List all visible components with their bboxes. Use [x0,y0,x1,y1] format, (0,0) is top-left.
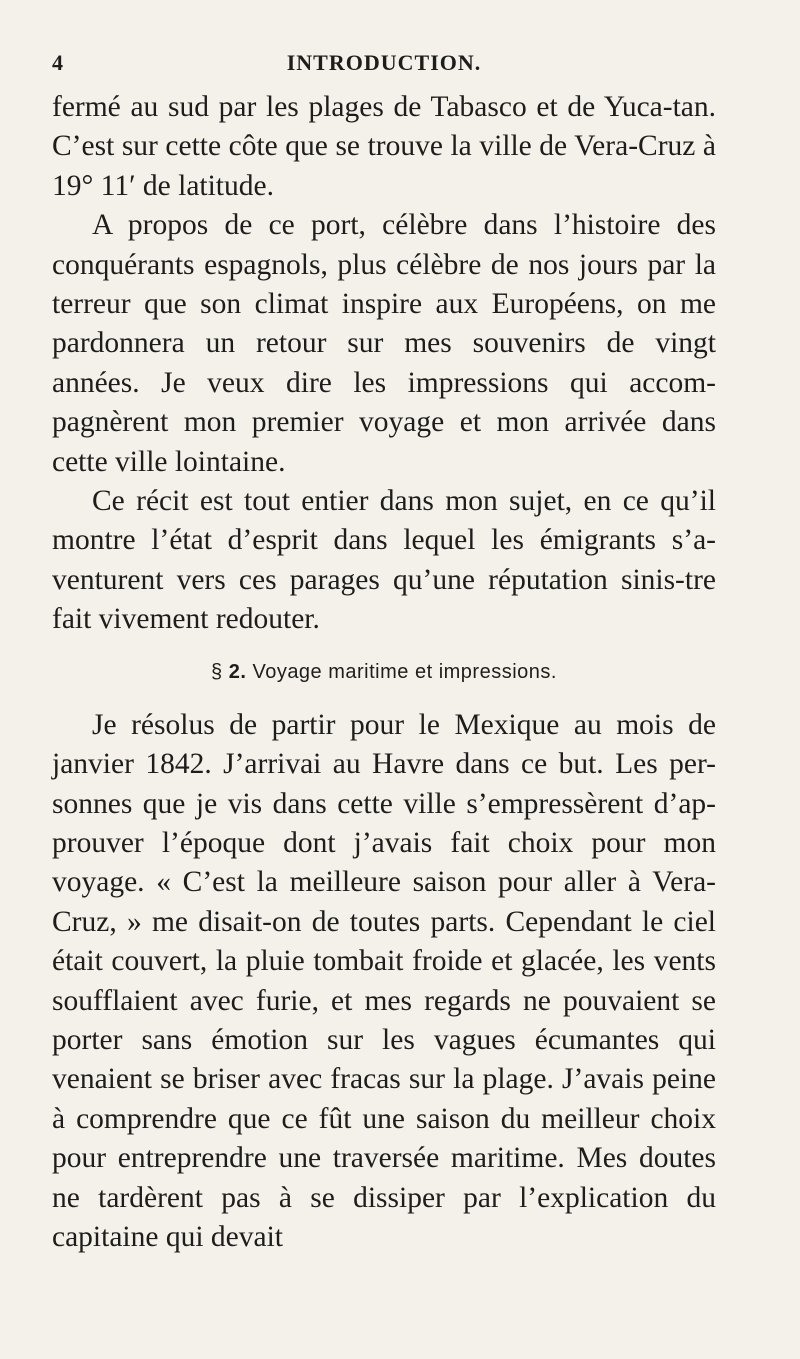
section-heading [52,658,716,686]
paragraph-continuation: fermé au sud par les plages de Tabasco et de Yuca-tan. C’est sur cette côte que se trouve la ville de Vera-Cruz à 19° 11′ de latitude. [52,91,716,202]
header-title: INTRODUCTION. [286,50,482,75]
section-title: Voyage maritime et impressions. [252,660,557,683]
paragraph-recit: Ce récit est tout entier dans mon sujet, en ce qu’il montre l’état d’esprit dans lequel les émigrants s’a-venturent vers ces parages qu’une réputation sinis-tre fait vivement redouter. [52,485,716,636]
section-symbol: § [211,660,223,683]
paragraph-port: A propos de ce port, célèbre dans l’histoire des conquérants espagnols, plus célèbre de nos jours par la terreur que son climat inspire aux Européens, on me pardonnera un retour sur mes souvenirs de vingt années. Je veux dire les impressions qui accom-pagnèrent mon premier voyage et mon arrivée dans cette ville lointaine. [52,209,716,478]
section-number: 2. [228,660,247,683]
page-number: 4 [52,50,64,75]
body-text [52,88,716,1257]
paragraph-voyage: Je résolus de partir pour le Mexique au mois de janvier 1842. J’arrivai au Havre dans ce but. Les per-sonnes que je vis dans cette ville s’empressèrent d’ap-prouver l’époque dont j’avais fait choix pour mon voyage. « C’est la meilleure saison pour aller à Vera-Cruz, » me disait-on de toutes parts. Cependant le ciel était couvert, la pluie tombait froide et glacée, les vents soufflaient avec furie, et mes regards ne pouvaient se porter sans émotion sur les vagues écumantes qui venaient se briser avec fracas sur la plage. J’avais peine à comprendre que ce fût une saison du meilleur choix pour entreprendre une traversée maritime. Mes doutes ne tardèrent pas à se dissiper par l’explication du capitaine qui devait [52,708,716,1253]
running-head [52,50,716,84]
